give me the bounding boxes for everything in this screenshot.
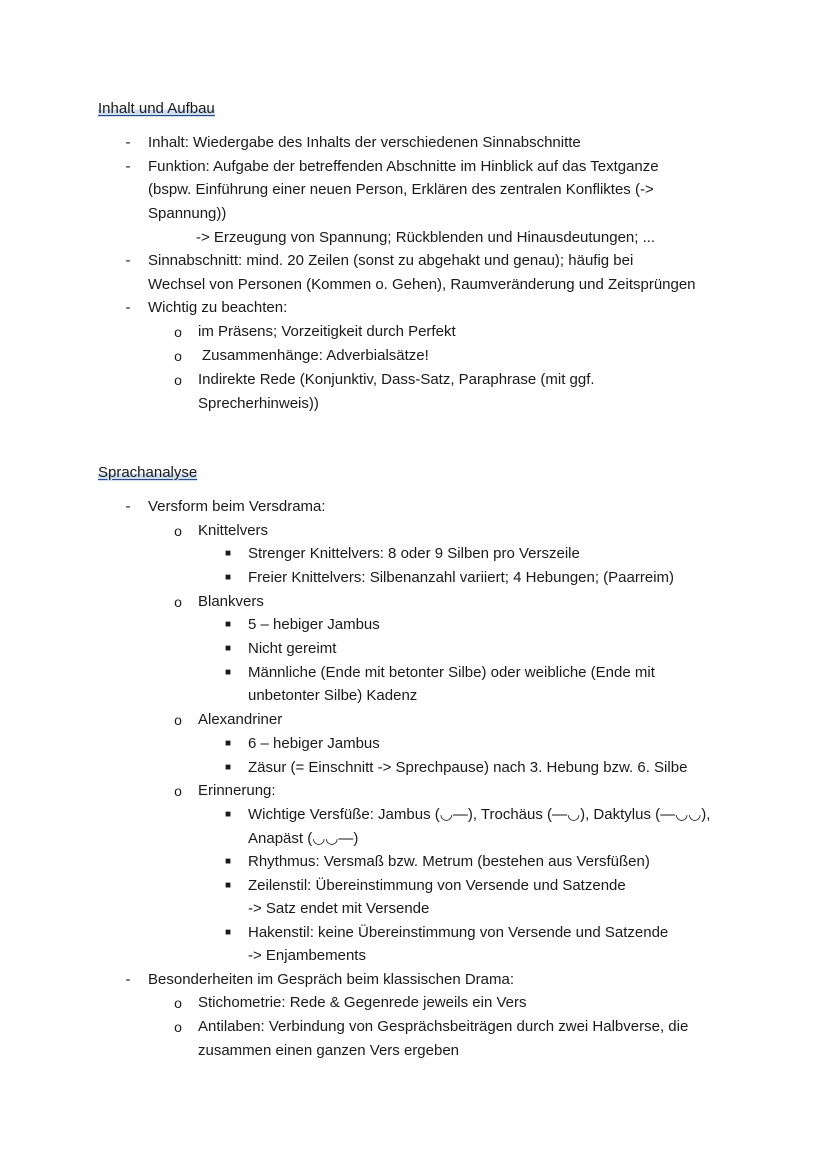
list-item-continuation: (bspw. Einführung einer neuen Person, Erklären des zentralen Konfliktes (-> (148, 181, 654, 198)
sub-list-item: Blankvers (198, 593, 264, 610)
bullet-square: ■ (224, 927, 232, 938)
sub-sub-list-item-continuation: Anapäst (◡◡—) (248, 830, 359, 847)
bullet-circle: o (174, 523, 182, 539)
sub-sub-list-item: 6 – hebiger Jambus (248, 735, 380, 752)
sub-list-item: im Präsens; Vorzeitigkeit durch Perfekt (198, 323, 456, 340)
bullet-circle: o (174, 372, 182, 388)
bullet-circle: o (174, 348, 182, 364)
sub-sub-list-item: Männliche (Ende mit betonter Silbe) oder weibliche (Ende mit (248, 664, 655, 681)
bullet-circle: o (174, 1019, 182, 1035)
sub-list-item: Alexandriner (198, 711, 283, 728)
sub-list-item-continuation: Sprecherhinweis)) (198, 395, 319, 412)
bullet-square: ■ (224, 667, 232, 678)
bullet-square: ■ (224, 738, 232, 749)
bullet-dash: - (125, 134, 131, 151)
bullet-square: ■ (224, 643, 232, 654)
list-item: Sinnabschnitt: mind. 20 Zeilen (sonst zu abgehakt und genau); häufig bei (148, 252, 634, 269)
list-item-continuation: Wechsel von Personen (Kommen o. Gehen), Raumveränderung und Zeitsprüngen (148, 276, 696, 293)
bullet-square: ■ (224, 619, 232, 630)
sub-sub-list-item: Zeilenstil: Übereinstimmung von Versende und Satzende (248, 877, 626, 894)
bullet-circle: o (174, 712, 182, 728)
sub-list-item-continuation: zusammen einen ganzen Vers ergeben (198, 1042, 460, 1059)
sub-list-item: Indirekte Rede (Konjunktiv, Dass-Satz, Paraphrase (mit ggf. (198, 371, 595, 388)
sub-sub-list-item: Freier Knittelvers: Silbenanzahl variiert; 4 Hebungen; (Paarreim) (248, 569, 675, 586)
bullet-square: ■ (224, 856, 232, 867)
section-heading-inhalt (98, 99, 215, 119)
bullet-dash: - (125, 252, 131, 269)
sub-sub-list-item-continuation: -> Satz endet mit Versende (248, 900, 430, 917)
list-item-continuation: Spannung)) (148, 205, 227, 222)
bullet-circle: o (174, 324, 182, 340)
sub-sub-list-item: 5 – hebiger Jambus (248, 616, 380, 633)
bullet-circle: o (174, 995, 182, 1011)
sub-list-item: Zusammenhänge: Adverbialsätze! (202, 347, 429, 364)
bullet-dash: - (125, 498, 131, 515)
bullet-square: ■ (224, 880, 232, 891)
sub-sub-list-item-continuation: unbetonter Silbe) Kadenz (248, 687, 418, 704)
sub-sub-list-item: Rhythmus: Versmaß bzw. Metrum (bestehen aus Versfüßen) (248, 853, 650, 870)
list-item: Versform beim Versdrama: (148, 498, 326, 515)
bullet-square: ■ (224, 572, 232, 583)
bullet-square: ■ (224, 809, 232, 820)
bullet-dash: - (125, 299, 131, 316)
heading-text: Inhalt und Aufbau (98, 100, 215, 117)
sub-sub-list-item: Nicht gereimt (248, 640, 337, 657)
list-item-note: -> Erzeugung von Spannung; Rückblenden und Hinausdeutungen; ... (196, 229, 656, 246)
section-heading-sprachanalyse (98, 463, 197, 483)
sub-sub-list-item-continuation: -> Enjambements (248, 947, 366, 964)
sub-list-item: Antilaben: Verbindung von Gesprächsbeiträgen durch zwei Halbverse, die (198, 1018, 689, 1035)
bullet-dash: - (125, 971, 131, 988)
sub-list-item: Erinnerung: (198, 782, 276, 799)
list-item: Funktion: Aufgabe der betreffenden Abschnitte im Hinblick auf das Textganze (148, 158, 659, 175)
sub-list-item: Knittelvers (198, 522, 269, 539)
heading-text: Sprachanalyse (98, 464, 198, 481)
list-item: Wichtig zu beachten: (148, 299, 288, 316)
sub-list-item: Stichometrie: Rede & Gegenrede jeweils ein Vers (198, 994, 527, 1011)
sub-sub-list-item: Zäsur (= Einschnitt -> Sprechpause) nach 3. Hebung bzw. 6. Silbe (248, 759, 688, 776)
list-item: Inhalt: Wiedergabe des Inhalts der verschiedenen Sinnabschnitte (148, 134, 581, 151)
list-item: Besonderheiten im Gespräch beim klassischen Drama: (148, 971, 514, 988)
bullet-circle: o (174, 594, 182, 610)
sub-sub-list-item: Wichtige Versfüße: Jambus (◡—), Trochäus (—◡), Daktylus (—◡◡), (248, 806, 711, 823)
bullet-square: ■ (224, 548, 232, 559)
sub-sub-list-item: Strenger Knittelvers: 8 oder 9 Silben pro Verszeile (248, 545, 580, 562)
sub-sub-list-item: Hakenstil: keine Übereinstimmung von Versende und Satzende (248, 924, 669, 941)
bullet-dash: - (125, 158, 131, 175)
bullet-square: ■ (224, 762, 232, 773)
bullet-circle: o (174, 783, 182, 799)
